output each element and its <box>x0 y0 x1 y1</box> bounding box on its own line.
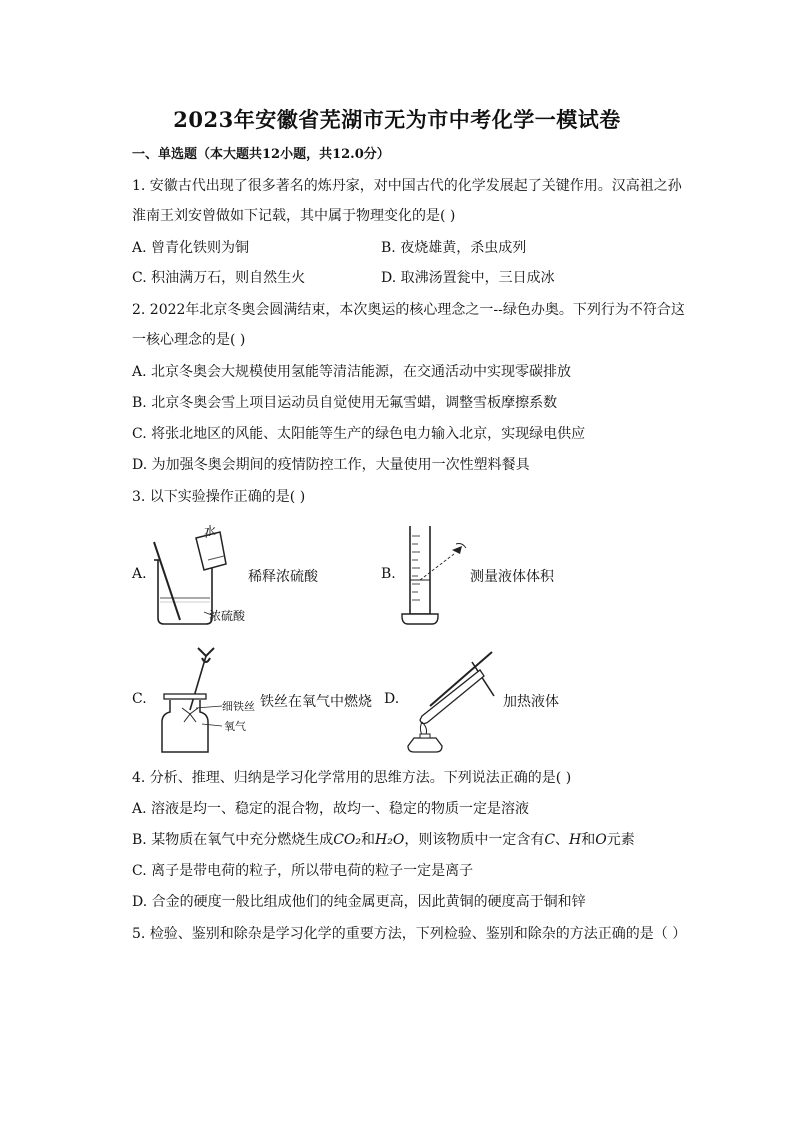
water-label: 水 <box>204 524 217 538</box>
section-heading: 一、单选题（本大题共12小题，共12.0分） <box>132 147 390 162</box>
option-b-suffix: 元素 <box>606 832 635 848</box>
element-c: C <box>544 832 556 848</box>
co2-formula: CO₂ <box>333 832 362 848</box>
question-5-text: 5. 检验、鉴别和除杂是学习化学的重要方法，下列检验、鉴别和除杂的方法正确的是（ ） <box>132 926 687 942</box>
question-4-text: 4. 分析、推理、归纳是学习化学常用的思维方法。下列说法正确的是( ) <box>132 770 572 786</box>
question-2-text: 2. 2022年北京冬奥会圆满结束，本次奥运的核心理念之一--绿色办奥。下列行为不符合这 <box>132 302 685 318</box>
question-4-option-d: D. 合金的硬度一般比组成他们的纯金属更高，因此黄铜的硬度高于铜和锌 <box>132 894 586 910</box>
question-1-text-cont: 淮南王刘安曾做如下记载，其中属于物理变化的是( ) <box>132 208 456 224</box>
element-h: H <box>569 832 582 848</box>
heating-liquid-figure <box>400 650 500 754</box>
conj-and: 和 <box>361 832 376 848</box>
iron-wire-label: 细铁丝 <box>222 700 255 713</box>
option-b-prefix: B. 某物质在氧气中充分燃烧生成 <box>132 832 334 848</box>
oxygen-label: 氧气 <box>224 720 246 733</box>
question-2-option-b: B. 北京冬奥会雪上项目运动员自觉使用无氟雪蜡，调整雪板摩擦系数 <box>132 395 558 411</box>
question-3-option-a-caption: 稀释浓硫酸 <box>248 569 318 585</box>
question-3-option-c-caption: 铁丝在氧气中燃烧 <box>260 694 372 710</box>
question-2-option-c: C. 将张北地区的风能、太阳能等生产的绿色电力输入北京，实现绿电供应 <box>132 426 586 442</box>
question-2-option-a: A. 北京冬奥会大规模使用氢能等清洁能源，在交通活动中实现零碳排放 <box>132 364 572 380</box>
question-3-option-b-label: B. <box>381 566 396 582</box>
question-3-option-a-label: A. <box>132 566 147 582</box>
option-b-middle: ，则该物质中一定含有 <box>404 832 545 848</box>
acid-label: 浓硫酸 <box>209 609 246 623</box>
question-2-option-d: D. 为加强冬奥会期间的疫情防控工作，大量使用一次性塑料餐具 <box>132 457 530 473</box>
question-3-option-d-caption: 加热液体 <box>503 694 559 710</box>
question-4-option-a: A. 溶液是均一、稳定的混合物，故均一、稳定的物质一定是溶液 <box>132 801 530 817</box>
question-3-option-c-label: C. <box>132 691 147 707</box>
question-3-option-b-caption: 测量液体体积 <box>470 569 554 585</box>
question-4-option-b <box>132 830 635 850</box>
page-title: 2023年安徽省芜湖市无为市中考化学一模试卷 <box>173 107 621 132</box>
conj-and-2: 和 <box>581 832 596 848</box>
element-o: O <box>595 832 607 848</box>
question-4-option-c: C. 离子是带电荷的粒子，所以带电荷的粒子一定是离子 <box>132 863 474 879</box>
question-3-text: 3. 以下实验操作正确的是( ) <box>132 489 306 505</box>
separator: 、 <box>555 832 570 848</box>
h2o-formula: H₂O <box>375 832 405 848</box>
question-1-option-a: A. 曾青化铁则为铜 <box>132 240 250 256</box>
question-1-text: 1. 安徽古代出现了很多著名的炼丹家，对中国古代的化学发展起了关键作用。汉高祖之孙 <box>132 178 682 194</box>
question-1-option-d: D. 取沸汤置瓮中，三日成冰 <box>381 270 555 286</box>
question-1-option-c: C. 积油满万石，则自然生火 <box>132 270 306 286</box>
question-1-option-b: B. 夜烧雄黄，杀虫成列 <box>381 240 527 256</box>
question-3-option-d-label: D. <box>384 691 400 707</box>
question-2-text-cont: 一核心理念的是( ) <box>132 332 246 348</box>
graduated-cylinder-figure <box>398 524 478 628</box>
